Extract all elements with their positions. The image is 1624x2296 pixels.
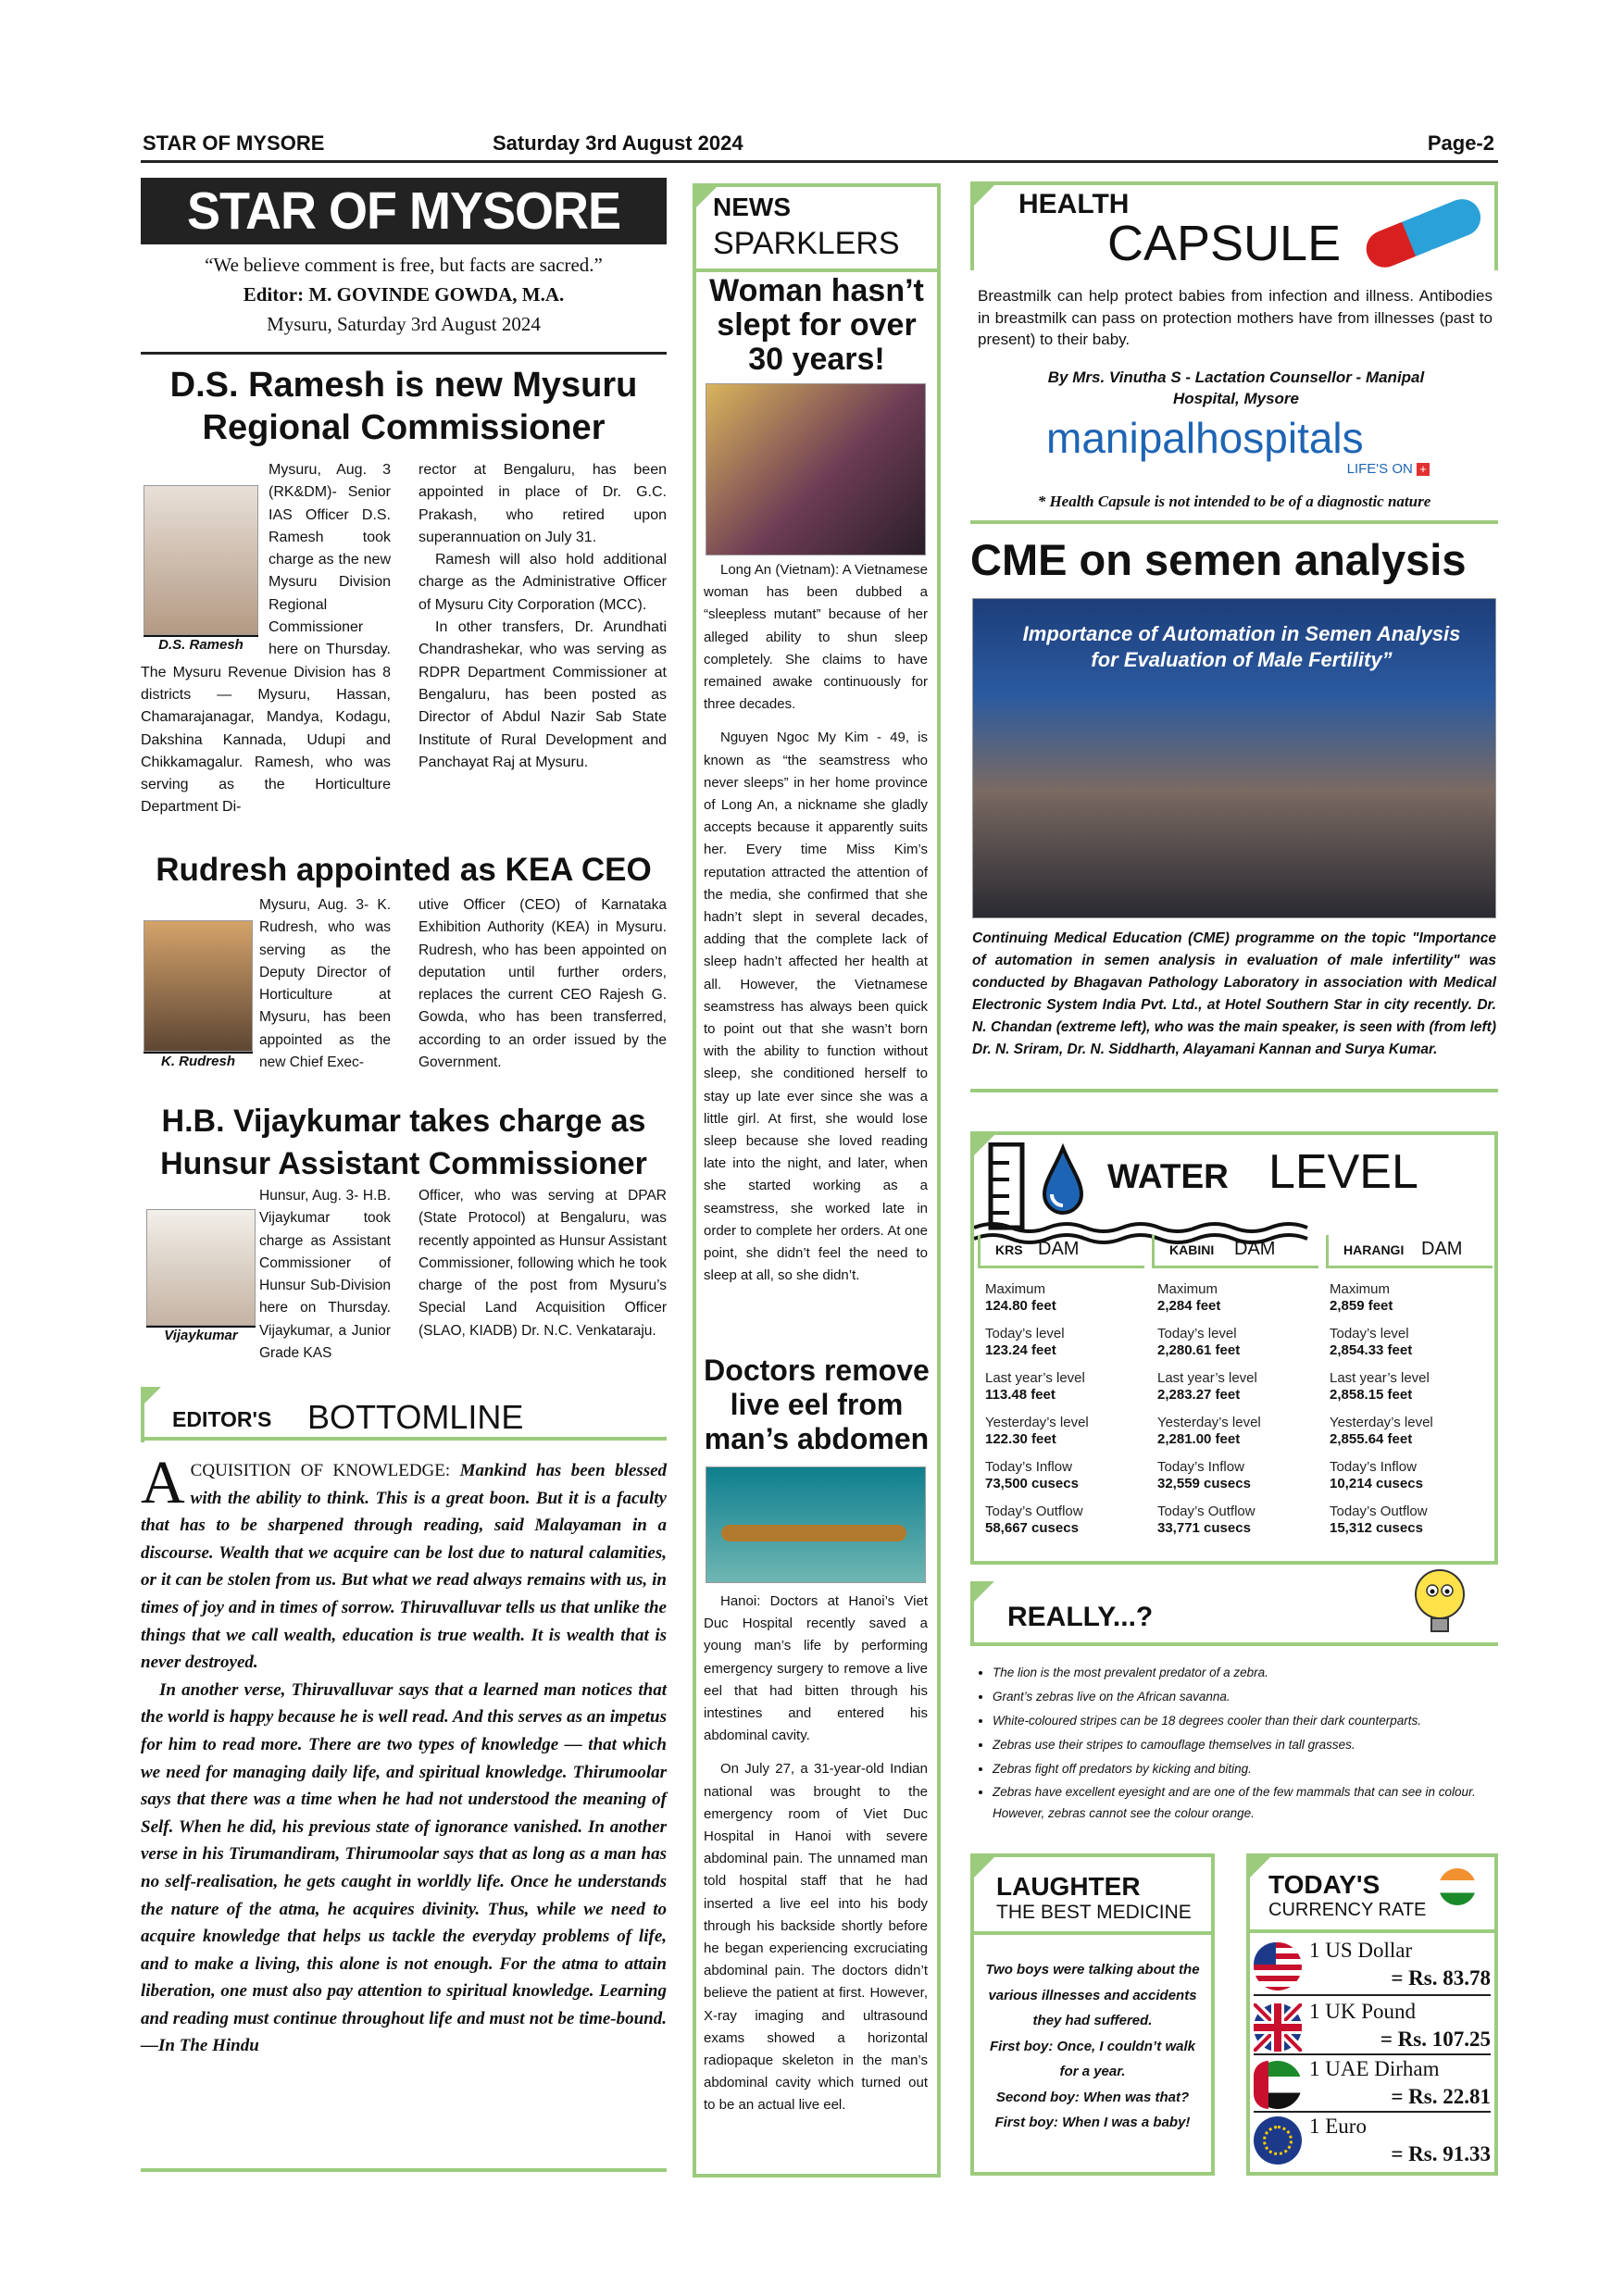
bottomline-p1: Mankind has been blessed with the ability to think. This is a great boon. But it is a faculty that has to be sharpened through reading, said Malayaman in a discourse. Wealth that we acquire can be lost due to natural calamities, or it can be stolen from us. But what we read always remains with us, in times of joy and in times of sorrow. Thiruvalluvar tells us that unlike the things that we call wealth, education is true wealth. It is wealth that is never destroyed.: [141, 1461, 668, 1673]
dam-harangi-name: DAM: [1421, 1239, 1463, 1259]
dam-column-harangi: [1330, 1281, 1494, 1548]
really-item: • Zebras fight off predators by kicking and biting.: [993, 1757, 1498, 1781]
lbl-max: Maximum: [1157, 1281, 1218, 1297]
dam-column-krs: [985, 1281, 1150, 1548]
currency-value-gbp: = Rs. 107.25: [1380, 2028, 1491, 2051]
currency-name-usd: 1 US Dollar: [1309, 1939, 1413, 1962]
currency-name-aed: 1 UAE Dirham: [1309, 2057, 1440, 2080]
manipal-logo-b: hospitals: [1195, 414, 1364, 462]
health-tag: [974, 185, 994, 206]
kabini-max: 2,284 feet: [1157, 1298, 1221, 1314]
manipal-logo-tag: [1347, 461, 1430, 477]
krs-max: 124.80 feet: [985, 1298, 1056, 1314]
masthead-title: STAR OF MYSORE: [186, 181, 621, 241]
laughter-tag: [974, 1857, 994, 1878]
laughter-line: First boy: When I was a baby!: [994, 2115, 1191, 2130]
kabini-outflow: 33,771 cusecs: [1157, 1520, 1251, 1536]
sparklers-label-big: SPARKLERS: [713, 226, 900, 261]
capsule-icon-svg: [1354, 193, 1493, 272]
lbl-yesterday: Yesterday’s level: [1330, 1415, 1433, 1430]
health-text: Breastmilk can help protect babies from infection and illness. Antibodies in breastmilk can pass on protection mothers have from illnesses (past to present) to their baby.: [978, 287, 1493, 348]
laughter-rule: [974, 1931, 1211, 1935]
header-page-number: Page-2: [1427, 131, 1494, 155]
story2-left-text: Mysuru, Aug. 3- K. Rudresh, who was serving as the Deputy Director of Horticulture at Mysuru, has been appointed as the new Chief Exec-: [259, 897, 391, 1071]
eel-shape: [721, 1525, 906, 1541]
lbl-inflow: Today’s Inflow: [1330, 1459, 1417, 1475]
uae-flag-icon: [1254, 2061, 1302, 2109]
manipal-logo-a: manipal: [1046, 414, 1196, 462]
cme-caption: Continuing Medical Education (CME) programme on the topic "Importance of automation in semen analysis in evaluation of male infertility" was conducted by Bhagavan Pathology Laboratory in association with Medical Electronic System India Pvt. Ltd., at Hotel Southern Star in city recently. Dr. N. Chandan (extreme left), who was the main speaker, is seen with (from left) Dr. N. Sriram, Dr. N. Siddharth, Alayamani Kannan and Surya Kumar.: [972, 930, 1496, 1057]
bottomline-label-big: BOTTOMLINE: [307, 1398, 524, 1436]
dam-label-krs: [978, 1235, 1144, 1268]
really-item: • Grant’s zebras live on the African savanna.: [993, 1685, 1498, 1709]
bottomline-label-box: [141, 1387, 667, 1441]
krs-yesterday: 122.30 feet: [985, 1431, 1056, 1447]
lbl-yesterday: Yesterday’s level: [985, 1415, 1089, 1430]
lbl-max: Maximum: [1330, 1281, 1391, 1297]
kabini-yesterday: 2,281.00 feet: [1157, 1431, 1241, 1447]
story2-photo: [144, 920, 253, 1052]
kabini-today: 2,280.61 feet: [1157, 1342, 1241, 1358]
harangi-outflow: 15,312 cusecs: [1330, 1520, 1423, 1536]
manipal-logo: [1046, 413, 1435, 478]
masthead-banner: [141, 178, 667, 244]
currency-tag: [1250, 1857, 1270, 1878]
health-label-big: CAPSULE: [1107, 216, 1342, 271]
dam-kabini-small: KABINI: [1169, 1242, 1215, 1257]
laughter-title: LAUGHTER: [996, 1872, 1141, 1901]
lightbulb-svg: [1407, 1565, 1472, 1639]
sparklers-text-2: [704, 1591, 928, 2117]
sparklers-text-2a: Hanoi: Doctors at Hanoi’s Viet Duc Hospital recently saved a young man’s life by performing emergency surgery to remove a live eel that had bitten through his intestines and entered his abdominal cavity.: [704, 1593, 928, 1744]
cme-bottom-rule: [970, 1089, 1498, 1092]
bottomline-p2: In another verse, Thiruvalluvar says that a learned man notices that the world is happy because he is well read. And this serves as an impetus for him to read more. There are two types of knowledge — that which we need for managing daily life, and spiritual knowledge. Thirumoolar says that there was a time when he had not understood the meaning of Self. When he did, his previous state of ignorance vanished. In another verse in his Tirumandiram, Thirumoolar says that as long as a man has no self-realisation, he gets caught in worldly life. Once he understands the nature of the atma, he acquires divinity. Thus, while we need to acquire knowledge that helps us tackle the everyday problems of life, and to make a living, this alone is not enough. For the atma to attain liberation, one must also pay attention to spiritual knowledge. Learning and reading must continue throughout life and must not be time-bound. —In The Hindu: [141, 1679, 667, 2056]
currency-sep: [1254, 1994, 1491, 1996]
lbl-inflow: Today’s Inflow: [1157, 1459, 1244, 1475]
eu-flag-icon: [1254, 2116, 1302, 2165]
lightbulb-icon: [1407, 1565, 1472, 1639]
dam-label-kabini: [1152, 1235, 1318, 1268]
masthead-dateline: Mysuru, Saturday 3rd August 2024: [267, 313, 541, 335]
sparklers-text-1b: Nguyen Ngoc My Kim - 49, is known as “the seamstress who never sleeps” in her home province of Long An, a nickname she gladly accepts because it apparently suits her. Every time Miss Kim’s reputation attracted the attention of the media, she confirmed that she hadn’t slept in several decades, adding that the complete lack of sleep hadn’t affected her health at all. However, the Vietnamese seamstress has always been quick to point out that she wasn’t born with the ability to function without sleep, she conditioned herself to stay up late ever since she was a little girl. At first, she would lose sleep because she loved reading late into the night, and later, when she started working as a seamstress, she worked late in order to complete her orders. At one point, she didn’t feel the need to sleep at all, so she didn’t.: [704, 730, 928, 1284]
bottomline-lead: CQUISITION OF KNOWLEDGE:: [190, 1461, 451, 1480]
story1-left-body: Mysuru, Aug. 3 (RK&DM)- Senior IAS Officer D.S. Ramesh took charge as the new Mysuru Division Regional Commissioner here on Thursday. The Mysuru Revenue Division has 8 districts — Mysuru, Hassan, Chamarajanagar, Mandya, Kodagu, Dakshina Kannada, Udupi and Chikkamagalur. Ramesh, who was serving as the Horticulture Department Di-: [141, 462, 391, 816]
dam-krs-name: DAM: [1038, 1239, 1080, 1259]
dam-harangi-small: HARANGI: [1343, 1242, 1405, 1257]
story2-right-text: utive Officer (CEO) of Karnataka Exhibition Authority (KEA) in Mysuru. Rudresh, who has been appointed on deputation until further orders, replaces the current CEO Rajesh G. Gowda, who has been transferred, according to an order issued by the Government.: [418, 897, 667, 1071]
lbl-inflow: Today’s Inflow: [985, 1459, 1072, 1475]
story1-headline: D.S. Ramesh is new Mysuru Regional Commissioner: [169, 366, 638, 447]
plus-icon: +: [1417, 463, 1430, 476]
currency-value-eur: = Rs. 91.33: [1391, 2142, 1491, 2165]
lbl-today: Today’s level: [1157, 1326, 1237, 1341]
really-tag: [974, 1581, 994, 1602]
really-list: [972, 1661, 1498, 1824]
health-byline: By Mrs. Vinutha S - Lactation Counsellor - Manipal Hospital, Mysore: [1047, 368, 1425, 407]
story2-headline: Rudresh appointed as KEA CEO: [156, 852, 652, 888]
kabini-inflow: 32,559 cusecs: [1157, 1476, 1251, 1491]
sparklers-label-rule: [696, 268, 937, 272]
story3-left-text: Hunsur, Aug. 3- H.B. Vijaykumar took charge as Assistant Commissioner of Hunsur Sub-Division here on Thursday. Vijaykumar, a Junior Grade KAS: [259, 1188, 391, 1362]
lbl-last-year: Last year’s level: [1157, 1370, 1257, 1386]
sparklers-text-1a: Long An (Vietnam): A Vietnamese woman has been dubbed a “sleepless mutant” because of her alleged ability to shun sleep completely. She claims to have remained awake continuously for three decades.: [704, 562, 928, 713]
dam-column-kabini: [1157, 1281, 1322, 1548]
currency-name-gbp: 1 UK Pound: [1309, 2000, 1417, 2023]
page-header: [141, 130, 1498, 163]
story1-right-text: [418, 459, 667, 774]
harangi-max: 2,859 feet: [1330, 1298, 1393, 1314]
water-label-small: WATER: [1107, 1157, 1229, 1195]
story1-right-p3: In other transfers, Dr. Arundhati Chandrashekar, who was serving as RDPR Department Commissioner at Bengaluru, has been posted as Director of Abdul Nazir Sab State Institute of Rural Development and Panchayat Raj at Mysuru.: [418, 619, 667, 770]
masthead-motto: “We believe comment is free, but facts are sacred.”: [205, 254, 603, 276]
krs-inflow: 73,500 cusecs: [985, 1476, 1079, 1491]
lbl-last-year: Last year’s level: [985, 1370, 1085, 1386]
sparklers-photo-2: [706, 1466, 926, 1583]
story2-photo-caption: K. Rudresh: [144, 1052, 253, 1069]
really-title: REALLY...?: [1007, 1602, 1154, 1632]
krs-last-year: 113.48 feet: [985, 1387, 1056, 1403]
lbl-yesterday: Yesterday’s level: [1157, 1415, 1261, 1430]
health-label-small: HEALTH: [1018, 189, 1130, 219]
krs-outflow: 58,667 cusecs: [985, 1520, 1079, 1536]
capsule-icon: [1354, 193, 1493, 272]
story1-left-text: [141, 459, 391, 819]
masthead-rule: [141, 352, 667, 355]
lbl-outflow: Today’s Outflow: [985, 1504, 1083, 1519]
lbl-outflow: Today’s Outflow: [1330, 1504, 1428, 1519]
really-item: • White-coloured stripes can be 18 degrees cooler than their dark counterparts.: [993, 1709, 1498, 1733]
bottomline-left-rule: [141, 1387, 144, 1442]
us-flag-icon: [1254, 1942, 1302, 1990]
story3-photo: [146, 1209, 256, 1326]
laughter-body: [981, 1957, 1204, 2136]
dam-krs-small: KRS: [995, 1242, 1023, 1257]
really-item: • Zebras have excellent eyesight and are one of the few mammals that can see in colour. However, zebras cannot see the colour orange.: [993, 1781, 1498, 1824]
really-item: • Zebras use their stripes to camouflage themselves in tall grasses.: [993, 1733, 1498, 1757]
bottomline-label-small: EDITOR'S: [172, 1407, 272, 1431]
dam-kabini-name: DAM: [1234, 1239, 1276, 1259]
lbl-today: Today’s level: [1330, 1326, 1409, 1341]
story3-right-text: Officer, who was serving at DPAR (State Protocol) at Bengaluru, was recently appointed as Hunsur Assistant Commissioner, following which he took charge of the post from Mysuru’s Special Land Acquisition Officer (SLAO, KIADB) Dr. N.C. Venkataraju.: [418, 1188, 667, 1339]
currency-sep: [1254, 2053, 1491, 2055]
sparklers-text-1: [704, 559, 928, 1288]
story1-right-p2: Ramesh will also hold additional charge as the Administrative Officer of Mysuru City Corporation (MCC).: [418, 552, 667, 613]
story1-right-p1: rector at Bengaluru, has been appointed in place of Dr. G.C. Prakash, who retired upon superannuation on July 31.: [418, 462, 667, 545]
story3-photo-caption: Vijaykumar: [146, 1326, 256, 1343]
story1-photo-spacer: [141, 459, 269, 659]
cme-photo: [972, 598, 1496, 918]
cme-headline: CME on semen analysis: [970, 535, 1467, 584]
laughter-line: Second boy: When was that?: [995, 2089, 1190, 2105]
health-disclaimer: * Health Capsule is not intended to be of a diagnostic nature: [1037, 493, 1431, 510]
lbl-max: Maximum: [985, 1281, 1046, 1297]
krs-today: 123.24 feet: [985, 1342, 1056, 1358]
sparklers-text-2b: On July 27, a 31-year-old Indian national was brought to the emergency room of Viet Duc Hospital in Hanoi with severe abdominal pain. The unnamed man told hospital staff that he had inserted a live eel into his body through his backside shortly before he began experiencing excruciating abdominal pain. The doctors didn’t believe the patient at first. However, X-ray imaging and ultrasound exams showed a horizontal radiopaque skeleton in the man’s abdominal cavity which turned out to be an actual live eel.: [704, 1761, 928, 2114]
currency-sep: [1254, 2111, 1491, 2113]
story3-headline: H.B. Vijaykumar takes charge as Hunsur Assistant Commissioner: [160, 1104, 647, 1181]
lbl-outflow: Today’s Outflow: [1157, 1504, 1255, 1519]
lbl-last-year: Last year’s level: [1330, 1370, 1430, 1386]
currency-value-aed: = Rs. 22.81: [1391, 2085, 1491, 2108]
really-item: • The lion is the most prevalent predator of a zebra.: [993, 1661, 1498, 1685]
sparklers-headline-1: Woman hasn’t slept for over 30 years!: [709, 273, 924, 377]
header-date: Saturday 3rd August 2024: [493, 131, 743, 155]
sparklers-label-small: NEWS: [713, 193, 791, 221]
sparklers-photo-1: [706, 383, 926, 555]
masthead-editor: Editor: M. GOVINDE GOWDA, M.A.: [243, 283, 565, 306]
lbl-today: Today’s level: [985, 1326, 1065, 1341]
harangi-last-year: 2,858.15 feet: [1330, 1387, 1413, 1403]
harangi-today: 2,854.33 feet: [1330, 1342, 1413, 1358]
currency-rule: [1250, 1929, 1494, 1933]
harangi-yesterday: 2,855.64 feet: [1330, 1431, 1413, 1447]
cme-photo-banner: Importance of Automation in Semen Analysis for Evaluation of Male Fertility”: [1022, 622, 1461, 671]
laughter-line: Two boys were talking about the various illnesses and accidents they had suffered.: [985, 1962, 1200, 2028]
harangi-inflow: 10,214 cusecs: [1330, 1476, 1423, 1491]
manipal-tag-text: LIFE'S ON: [1346, 461, 1413, 477]
kabini-last-year: 2,283.27 feet: [1157, 1387, 1241, 1403]
story1-photo-caption: D.S. Ramesh: [144, 635, 258, 653]
header-paper-name: STAR OF MYSORE: [143, 131, 325, 155]
currency-name-eur: 1 Euro: [1309, 2115, 1367, 2138]
dam-label-harangi: [1326, 1235, 1493, 1268]
india-flag-icon: [1439, 1868, 1476, 1905]
bottomline-body: [141, 1449, 668, 2060]
sparklers-headline-2: Doctors remove live eel from man’s abdomen: [704, 1354, 930, 1455]
health-bottom-rule: [970, 520, 1498, 524]
currency-title: TODAY'S: [1268, 1870, 1380, 1899]
uk-flag-icon: [1254, 2003, 1302, 2052]
bottomline-bottom-rule: [141, 2168, 667, 2172]
laughter-line: First boy: Once, I couldn’t walk for a year.: [990, 2038, 1195, 2079]
uk-flag-svg: [1254, 2003, 1302, 2052]
bottomline-dropcap: A: [141, 1449, 185, 1516]
laughter-subtitle: THE BEST MEDICINE: [996, 1902, 1192, 1923]
currency-value-usd: = Rs. 83.78: [1391, 1966, 1491, 1990]
water-label-big: LEVEL: [1268, 1145, 1418, 1199]
currency-subtitle: CURRENCY RATE: [1268, 1900, 1427, 1920]
